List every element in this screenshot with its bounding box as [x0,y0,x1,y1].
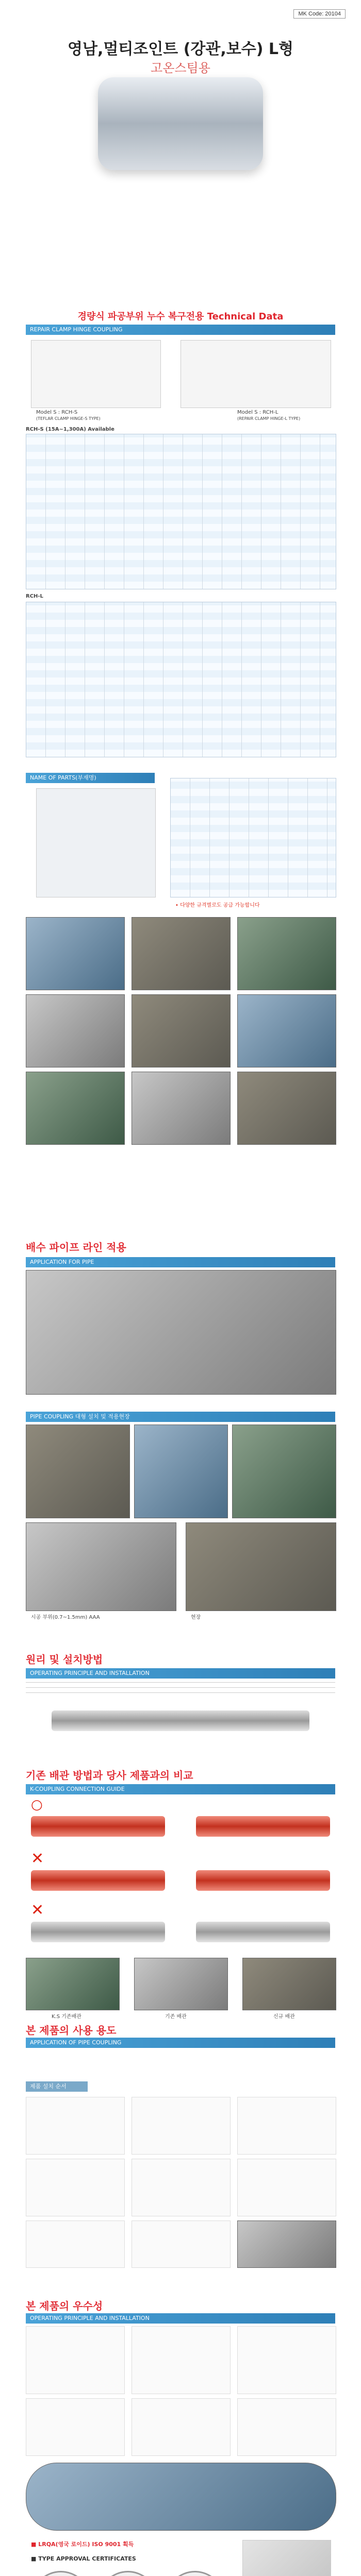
sup-cell-2 [132,2326,231,2394]
site-photo-2 [132,917,231,990]
cert-line-1: ■ LRQA(영국 로이드) ISO 9001 획득 [31,2541,134,2548]
coupling-photo-4 [26,1522,176,1611]
coupling-photo-5 [186,1522,336,1611]
compare-photo-1 [26,1958,120,2010]
pipeline-bar: APPLICATION FOR PIPE [26,1257,335,1267]
step-1 [26,2097,125,2155]
parts-table [170,778,336,897]
pipeline-heading: 배수 파이프 라인 적용 [26,1241,126,1253]
model-l-sub: (REPAIR CLAMP HINGE-L TYPE) [237,416,301,421]
principle-heading: 원리 및 설치방법 [26,1653,103,1666]
sup-cell-1 [26,2326,125,2394]
page-title: 영남,멀티조인트 (강관,보수) L형 [68,40,293,58]
repair-clamp-bar: REPAIR CLAMP HINGE COUPLING [26,325,335,335]
step-3 [237,2097,336,2155]
sup-cell-4 [26,2398,125,2456]
superiority-bar: OPERATING PRINCIPLE AND INSTALLATION [26,2313,335,2324]
compare-photo-3 [242,1958,336,2010]
site-photo-8 [132,1072,231,1145]
usage-heading: 본 제품의 사용 용도 [26,2024,117,2037]
step-7 [26,2221,125,2268]
model-l-label: Model S : RCH-L [237,410,278,415]
model-s-label: Model S : RCH-S [36,410,78,415]
model-l-image [180,340,331,408]
compare-heading: 기존 배관 방법과 당사 제품과의 비교 [26,1769,193,1782]
compare-pipe-3 [31,1870,165,1891]
rch-l-table [26,602,336,757]
cert-seal-2 [165,2571,225,2576]
parts-note: • 다양한 규격별로도 공급 가능합니다 [175,903,260,908]
compare-pipe-4 [196,1870,330,1891]
table1-title: RCH-S (15A~1,300A) Available [26,427,114,432]
parts-bar: NAME OF PARTS(부재명) [26,773,155,783]
compare-bar: K-COUPLING CONNECTION GUIDE [26,1784,335,1794]
sup-cell-6 [237,2398,336,2456]
principle-bar: OPERATING PRINCIPLE AND INSTALLATION [26,1668,335,1679]
coupling-photo-2 [134,1425,228,1518]
pipe-coupling-bar: PIPE COUPLING 대형 설치 및 적용현장 [26,1412,335,1422]
parts-diagram [36,788,156,897]
coupling-photo-3 [232,1425,336,1518]
pipeline-caption-right: 현장 [191,1615,201,1620]
pipeline-caption-left: 시공 부위(0.7~1.5mm) AAA [31,1615,100,1620]
compare-pipe-1 [31,1816,165,1837]
hero-coupling-image [98,77,263,170]
compare-caption-1: K.S 기존배관 [52,2014,81,2020]
step-4 [26,2159,125,2216]
site-photo-6 [237,994,336,1067]
page-subtitle: 고온스팀용 [151,61,210,75]
superiority-heading: 본 제품의 우수성 [26,2300,103,2312]
site-photo-5 [132,994,231,1067]
compare-photo-2 [134,1958,228,2010]
sup-cell-5 [132,2398,231,2456]
principle-pipe-diagram [52,1710,309,1731]
lloyds-logo [31,2571,91,2576]
site-photo-4 [26,994,125,1067]
site-photo-1 [26,917,125,990]
model-s-image [31,340,161,408]
step-6 [237,2159,336,2216]
product-box-image [242,2540,331,2576]
long-pipe-photo [26,2463,336,2531]
step-5 [132,2159,231,2216]
compare-caption-3: 신규 배관 [273,2014,295,2020]
step-8 [132,2221,231,2268]
usage-sub-bar: 제품 설치 순서 [26,2081,88,2092]
site-photo-7 [26,1072,125,1145]
pipeline-photo [26,1270,336,1395]
step-2 [132,2097,231,2155]
coupling-photo-1 [26,1425,130,1518]
site-photo-3 [237,917,336,990]
mk-code: MK Code: 20104 [293,9,346,19]
model-s-sub: (TEFLAR CLAMP HINGE-S TYPE) [36,416,101,421]
x-mark-icon-2: ✕ [31,1901,44,1919]
compare-pipe-2 [196,1816,330,1837]
rch-s-table [26,434,336,589]
usage-bar: APPLICATION OF PIPE COUPLING [26,2038,335,2048]
site-photo-9 [237,1072,336,1145]
principle-text [26,1682,335,1698]
cert-seal-1 [98,2571,158,2576]
ok-circle-icon: ○ [31,1797,43,1812]
x-mark-icon: ✕ [31,1850,44,1868]
compare-pipe-5 [31,1922,165,1942]
technical-heading: 경량식 파공부위 누수 복구전용 Technical Data [77,311,284,322]
cert-line-2: ■ TYPE APPROVAL CERTIFICATES [31,2555,136,2562]
compare-caption-2: 기존 배관 [165,2014,187,2020]
sup-cell-3 [237,2326,336,2394]
table2-title: RCH-L [26,594,43,599]
compare-pipe-6 [196,1922,330,1942]
step-9-photo [237,2221,336,2268]
